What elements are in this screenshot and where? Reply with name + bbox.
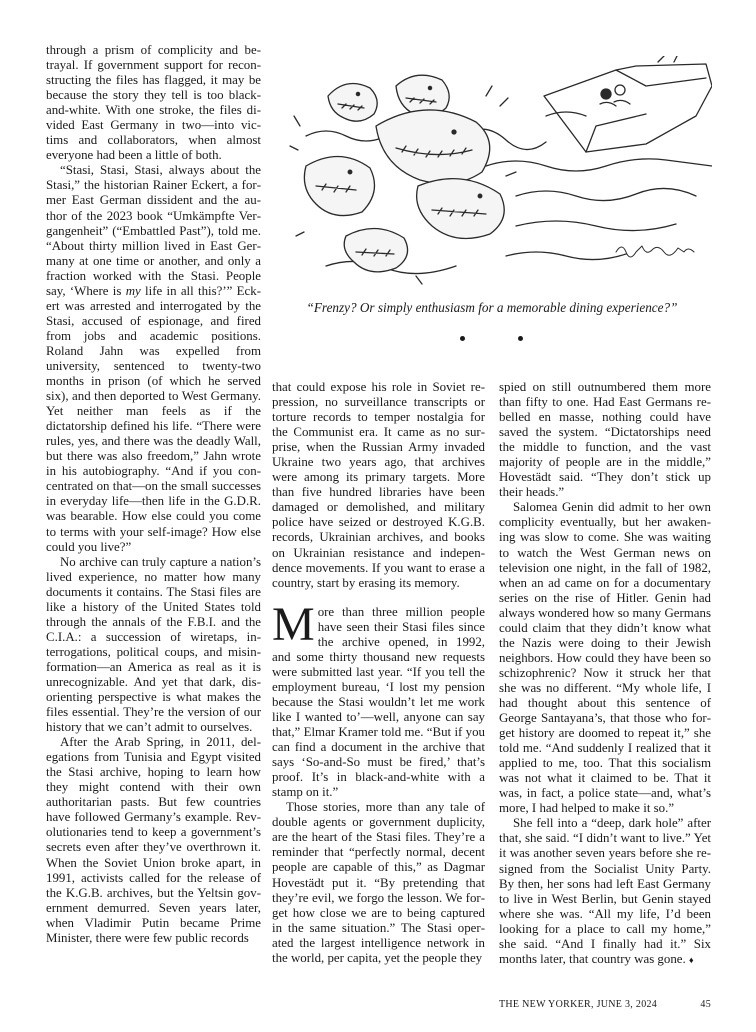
paragraph: through a prism of complicity and betrayal. If government support for reconstructing the files has flagged, it may be because the story they tell is too black-and-white. With one stroke, the files divided East Germany in two—into victims and collaborators, when almost everyone had been a little of both.	[46, 43, 261, 163]
shark-cartoon-illustration	[286, 56, 712, 288]
section-break-dots	[440, 336, 550, 350]
paragraph: that could expose his role in Soviet repression, no surveillance transcripts or torture records to temper nostalgia for the Communist era. It came as no surprise, when the Russian Army invaded Ukraine two years ago, that archives were among its primary targets. More than five hundred libraries have been damaged or demolished, and military police have seized or destroyed K.G.B. records, Ukrainian archives, and books on Ukrainian resistance and independence movements. If you want to erase a country, start by erasing its memory.	[272, 380, 485, 590]
paragraph: spied on still outnumbered them more than fifty to one. Had East Germans rebelled en masse, nothing could have saved the system. “Dictatorships need the middle to function, and the vast majority of people are in the middle,” Hovestädt said. “They don’t stick up their heads.”	[499, 380, 711, 500]
paragraph: After the Arab Spring, in 2011, delegations from Tunisia and Egypt visited the Stasi archive, hoping to learn how they might contend with their own authoritarian pasts. But few countries have followed Germany’s example. Revolutionaries tend to keep a government’s secrets even after they’ve overthrown it. When the Soviet Union broke apart, in 1991, activists called for the release of the K.G.B. archives, but the Yeltsin government demurred. Seven years later, when Vladimir Putin became Prime Minister, there were few public records	[46, 735, 261, 945]
dot	[518, 336, 523, 341]
drop-cap: M	[272, 597, 315, 651]
cartoon-caption: “Frenzy? Or simply enthusiasm for a memorable dining experience?”	[306, 300, 678, 315]
article-column-2	[272, 380, 485, 966]
page-footer	[499, 999, 711, 1010]
paragraph: Those stories, more than any tale of double agents or government duplicity, are the heart of the Stasi files. They’re a reminder that “perfectly normal, decent people are capable of this,” as Dagmar Hovestädt put it. “By pretending that they’re evil, we forgo the lesson. We forget how close we are to being captured in the same situation.” The Stasi operated the largest intelligence network in the world, per capita, yet the people they	[272, 800, 485, 965]
paragraph: No archive can truly capture a nation’s lived experience, no matter how many documents it contains. The Stasi files are like a history of the United States told through the annals of the F.B.I. and the C.I.A.: a succession of wiretaps, interrogations, political coups, and misinformation—an America as real as it is unrecognizable. And yet that dark, disorienting perspective is what makes the files essential. They’re the version of our history that we can’t admit to ourselves.	[46, 554, 261, 735]
article-column-1	[46, 43, 261, 946]
paragraph: “Stasi, Stasi, Stasi, always about the Stasi,” the historian Rainer Eckert, a former East German dissident and the author of the 2023 book “Umkämpfte Vergangenheit” (“Embattled Past”), told me. “About thirty million lived in East Germany at one time or another, and only a fraction worked with the Stasi. People say, ‘Where is my life in all this?’” Eckert was arrested and interrogated by the Stasi, accused of espionage, and fired from jobs and academic positions. Roland Jahn was expelled from university, sentenced to twenty-two months in prison (of which he served six), and then deported to West Germany. Yet neither man feels as if the dictatorship defined his life. “There were rules, yes, and there was the deadly Wall, but there was also freedom,” Jahn wrote in his autobiography. “And if you concentrated on that—on the small successes in everyday life—then life in the G.D.R. was bearable. How else could you come to terms with your self-image? How else could you live?”	[46, 163, 261, 554]
publication-line: THE NEW YORKER, JUNE 3, 2024	[499, 999, 658, 1010]
end-mark: ♦	[688, 954, 694, 965]
paragraph: More than three million people have seen their Stasi files since the archive opened, in 1992, and some thirty thousand new requests were submitted last year. “If you tell the employment bureau, ‘I lost my pension because the Stasi wouldn’t let me work like I wanted to’—well, anyone can say that,” Elmar Kramer told me. “But if you can find a document in the archive that says ‘So-and-So must be fired,’ that’s proof. It’s in black-and-white with a stamp on it.”	[272, 597, 485, 800]
page-number: 45	[700, 999, 711, 1010]
paragraph: Salomea Genin did admit to her own complicity eventually, but her awakening was slow to come. She was waiting to watch the West German news on television one night, in the fall of 1982, when an ad came on for a documentary series on the rise of Hitler. Genin had always wondered how so many Germans could claim that they didn’t know what the Nazis were doing to their Jewish neighbors. How could they have been so schizophrenic? Now it struck her that she was no different. “My whole life, I had thought about this sentence of George Santayana’s, that those who forget history are doomed to repeat it,” she told me. “And suddenly I realized that it applied to me, too. That this socialism was not what it claimed to be. That it was, in fact, a police state—and, what’s more, I had helped to make it so.”	[499, 500, 711, 816]
dot	[460, 336, 465, 341]
paragraph: She fell into a “deep, dark hole” after that, she said. “I didn’t want to live.” Yet it was another seven years before she resigned from the Socialist Unity Party. By then, her sons had left East Germany to live in West Berlin, but Genin stayed where she was. “All my life, I’d been looking for a place to call my home,” she said. “And I finally had it.” Six months later, that country was gone. ♦	[499, 816, 711, 966]
article-column-3	[499, 380, 711, 968]
